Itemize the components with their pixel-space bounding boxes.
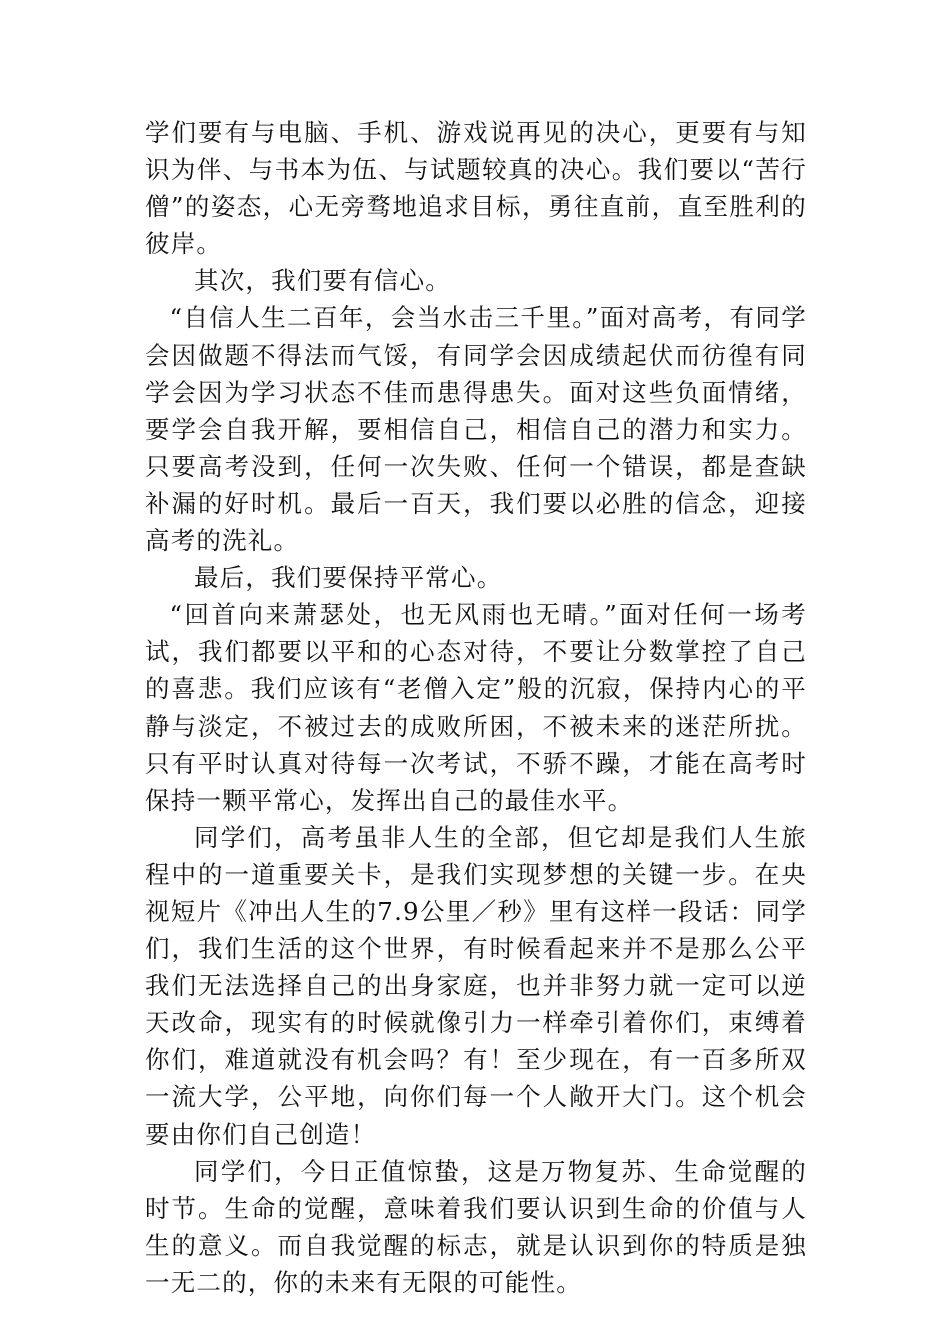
body-text — [145, 114, 807, 1301]
paragraph-heading-confidence: 其次，我们要有信心。 — [194, 266, 451, 296]
paragraph-confidence: “自信人生二百年，会当水击三千里。”面对高考，有同学会因做题不得法而气馁，有同学会因成绩起伏而彷徨有同学会因为学习状态不佳而患得患失。面对这些负面情绪，要学会自我开解，要相信自己，相信自己的潜力和实力。只要高考没到，任何一次失败、任何一个错误，都是查缺补漏的好时机。最后一百天，我们要以必胜的信念，迎接高考的洗礼。 — [145, 303, 807, 556]
paragraph-continuation: 学们要有与电脑、手机、游戏说再见的决心，更要有与知识为伴、与书本为伍、与试题较真的决心。我们要以“苦行僧”的姿态，心无旁骛地追求目标，勇往直前，直至胜利的彼岸。 — [145, 118, 807, 259]
paragraph-gaokao: 同学们，高考虽非人生的全部，但它却是我们人生旅程中的一道重要关卡，是我们实现梦想的关键一步。在央视短片《冲出人生的7.9公里／秒》里有这样一段话：同学们，我们生活的这个世界，有时候看起来并不是那么公平我们无法选择自己的出身家庭，也并非努力就一定可以逆天改命，现实有的时候就像引力一样牵引着你们，束缚着你们，难道就没有机会吗？有！至少现在，有一百多所双一流大学，公平地，向你们每一个人敞开大门。这个机会要由你们自己创造！ — [145, 822, 807, 1149]
paragraph-heading-calm: 最后，我们要保持平常心。 — [194, 563, 503, 593]
paragraph-awakening: 同学们，今日正值惊蛰，这是万物复苏、生命觉醒的时节。生命的觉醒，意味着我们要认识到生命的价值与人生的意义。而自我觉醒的标志，就是认识到你的特质是独一无二的，你的未来有无限的可能性。 — [145, 1156, 807, 1297]
paragraph-calm: “回首向来萧瑟处，也无风雨也无晴。”面对任何一场考试，我们都要以平和的心态对待，不要让分数掌控了自己的喜悲。我们应该有“老僧入定”般的沉寂，保持内心的平静与淡定，不被过去的成败所困，不被未来的迷茫所扰。只有平时认真对待每一次考试，不骄不躁，才能在高考时保持一颗平常心，发挥出自己的最佳水平。 — [145, 600, 807, 815]
